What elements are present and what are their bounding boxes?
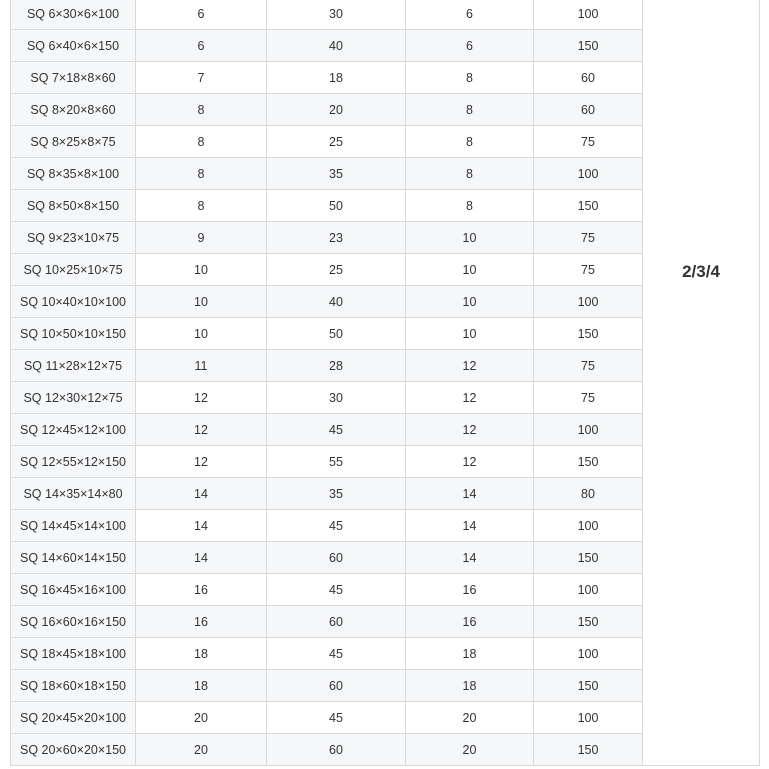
col5-cell: 80 xyxy=(534,478,643,510)
model-cell: SQ 14×60×14×150 xyxy=(11,542,136,574)
col4-cell: 8 xyxy=(406,190,534,222)
col5-cell: 60 xyxy=(534,62,643,94)
col4-cell: 20 xyxy=(406,702,534,734)
model-cell: SQ 12×55×12×150 xyxy=(11,446,136,478)
model-cell: SQ 7×18×8×60 xyxy=(11,62,136,94)
col5-cell: 150 xyxy=(534,318,643,350)
col2-cell: 16 xyxy=(136,606,267,638)
col2-cell: 10 xyxy=(136,254,267,286)
col2-cell: 18 xyxy=(136,670,267,702)
col4-cell: 14 xyxy=(406,542,534,574)
col3-cell: 23 xyxy=(267,222,406,254)
col3-cell: 45 xyxy=(267,574,406,606)
model-cell: SQ 18×60×18×150 xyxy=(11,670,136,702)
col4-cell: 8 xyxy=(406,158,534,190)
col2-cell: 14 xyxy=(136,510,267,542)
spec-table xyxy=(10,0,760,766)
col3-cell: 45 xyxy=(267,414,406,446)
col3-cell: 60 xyxy=(267,734,406,766)
model-cell: SQ 14×35×14×80 xyxy=(11,478,136,510)
model-cell: SQ 12×45×12×100 xyxy=(11,414,136,446)
col4-cell: 20 xyxy=(406,734,534,766)
group-label: 2/3/4 xyxy=(643,254,760,766)
col2-cell: 14 xyxy=(136,542,267,574)
col4-cell: 18 xyxy=(406,670,534,702)
col4-cell: 12 xyxy=(406,350,534,382)
col4-cell: 10 xyxy=(406,286,534,318)
model-cell: SQ 6×30×6×100 xyxy=(11,0,136,30)
col2-cell: 18 xyxy=(136,638,267,670)
spec-table-body xyxy=(11,0,760,766)
col2-cell: 8 xyxy=(136,190,267,222)
model-cell: SQ 9×23×10×75 xyxy=(11,222,136,254)
col2-cell: 6 xyxy=(136,0,267,30)
col2-cell: 16 xyxy=(136,574,267,606)
col2-cell: 12 xyxy=(136,382,267,414)
col4-cell: 12 xyxy=(406,446,534,478)
col5-cell: 100 xyxy=(534,0,643,30)
col5-cell: 100 xyxy=(534,414,643,446)
col5-cell: 150 xyxy=(534,670,643,702)
col3-cell: 55 xyxy=(267,446,406,478)
col5-cell: 100 xyxy=(534,574,643,606)
col3-cell: 25 xyxy=(267,254,406,286)
col5-cell: 75 xyxy=(534,126,643,158)
col5-cell: 150 xyxy=(534,734,643,766)
col4-cell: 8 xyxy=(406,126,534,158)
col4-cell: 8 xyxy=(406,62,534,94)
col3-cell: 45 xyxy=(267,638,406,670)
col3-cell: 20 xyxy=(267,94,406,126)
col4-cell: 18 xyxy=(406,638,534,670)
model-cell: SQ 12×30×12×75 xyxy=(11,382,136,414)
col2-cell: 6 xyxy=(136,30,267,62)
col5-cell: 150 xyxy=(534,446,643,478)
col3-cell: 50 xyxy=(267,318,406,350)
model-cell: SQ 14×45×14×100 xyxy=(11,510,136,542)
col2-cell: 8 xyxy=(136,126,267,158)
col3-cell: 25 xyxy=(267,126,406,158)
col2-cell: 8 xyxy=(136,94,267,126)
col3-cell: 40 xyxy=(267,30,406,62)
col2-cell: 12 xyxy=(136,414,267,446)
col4-cell: 8 xyxy=(406,94,534,126)
col4-cell: 10 xyxy=(406,222,534,254)
col4-cell: 16 xyxy=(406,606,534,638)
model-cell: SQ 8×50×8×150 xyxy=(11,190,136,222)
model-cell: SQ 10×25×10×75 xyxy=(11,254,136,286)
spec-table-container xyxy=(10,0,760,766)
col4-cell: 6 xyxy=(406,30,534,62)
col2-cell: 20 xyxy=(136,734,267,766)
col4-cell: 14 xyxy=(406,510,534,542)
col4-cell: 12 xyxy=(406,414,534,446)
table-row xyxy=(11,254,760,286)
col3-cell: 30 xyxy=(267,0,406,30)
col5-cell: 60 xyxy=(534,94,643,126)
col5-cell: 75 xyxy=(534,254,643,286)
col2-cell: 10 xyxy=(136,286,267,318)
col4-cell: 16 xyxy=(406,574,534,606)
col4-cell: 14 xyxy=(406,478,534,510)
col4-cell: 6 xyxy=(406,0,534,30)
col5-cell: 150 xyxy=(534,190,643,222)
model-cell: SQ 6×40×6×150 xyxy=(11,30,136,62)
col2-cell: 12 xyxy=(136,446,267,478)
model-cell: SQ 8×35×8×100 xyxy=(11,158,136,190)
col3-cell: 40 xyxy=(267,286,406,318)
model-cell: SQ 8×20×8×60 xyxy=(11,94,136,126)
col5-cell: 150 xyxy=(534,30,643,62)
col5-cell: 100 xyxy=(534,702,643,734)
model-cell: SQ 10×50×10×150 xyxy=(11,318,136,350)
col3-cell: 30 xyxy=(267,382,406,414)
col3-cell: 28 xyxy=(267,350,406,382)
table-row xyxy=(11,0,760,30)
model-cell: SQ 16×45×16×100 xyxy=(11,574,136,606)
col3-cell: 60 xyxy=(267,606,406,638)
model-cell: SQ 20×60×20×150 xyxy=(11,734,136,766)
col5-cell: 150 xyxy=(534,606,643,638)
model-cell: SQ 18×45×18×100 xyxy=(11,638,136,670)
col2-cell: 20 xyxy=(136,702,267,734)
group-cell-upper xyxy=(643,0,760,254)
col3-cell: 60 xyxy=(267,542,406,574)
col3-cell: 60 xyxy=(267,670,406,702)
col3-cell: 45 xyxy=(267,702,406,734)
model-cell: SQ 20×45×20×100 xyxy=(11,702,136,734)
col2-cell: 14 xyxy=(136,478,267,510)
col3-cell: 50 xyxy=(267,190,406,222)
col4-cell: 10 xyxy=(406,254,534,286)
col3-cell: 18 xyxy=(267,62,406,94)
col5-cell: 150 xyxy=(534,542,643,574)
col5-cell: 75 xyxy=(534,382,643,414)
col5-cell: 100 xyxy=(534,158,643,190)
col2-cell: 7 xyxy=(136,62,267,94)
col5-cell: 75 xyxy=(534,350,643,382)
col3-cell: 35 xyxy=(267,158,406,190)
model-cell: SQ 8×25×8×75 xyxy=(11,126,136,158)
model-cell: SQ 16×60×16×150 xyxy=(11,606,136,638)
col5-cell: 75 xyxy=(534,222,643,254)
col5-cell: 100 xyxy=(534,638,643,670)
col2-cell: 11 xyxy=(136,350,267,382)
col2-cell: 10 xyxy=(136,318,267,350)
col2-cell: 8 xyxy=(136,158,267,190)
col5-cell: 100 xyxy=(534,286,643,318)
col5-cell: 100 xyxy=(534,510,643,542)
col3-cell: 35 xyxy=(267,478,406,510)
col2-cell: 9 xyxy=(136,222,267,254)
col4-cell: 10 xyxy=(406,318,534,350)
col3-cell: 45 xyxy=(267,510,406,542)
col4-cell: 12 xyxy=(406,382,534,414)
model-cell: SQ 10×40×10×100 xyxy=(11,286,136,318)
model-cell: SQ 11×28×12×75 xyxy=(11,350,136,382)
